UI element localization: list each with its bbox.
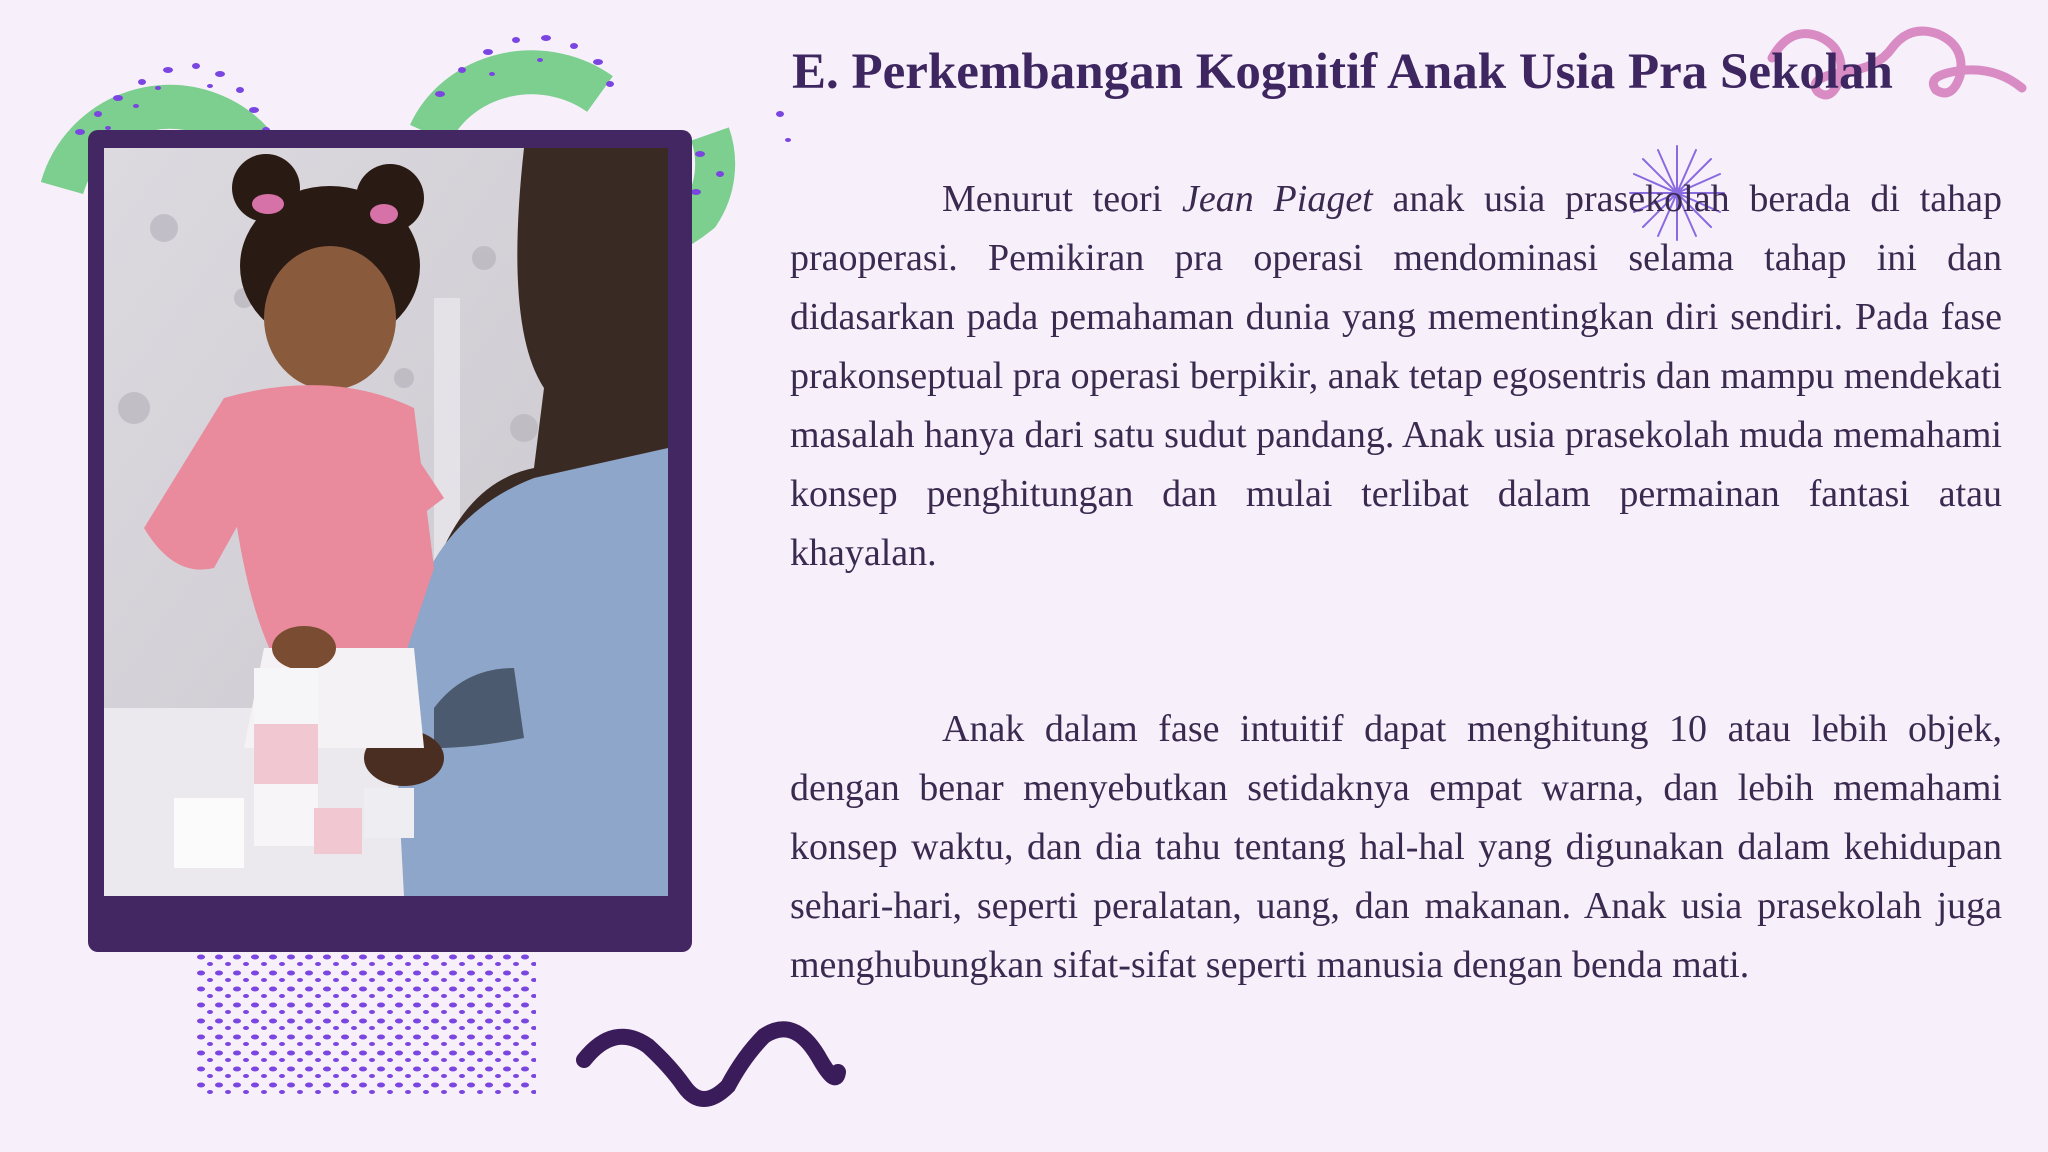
paragraph-1-start: Menurut teori <box>942 178 1183 220</box>
paragraph-1-italic-name: Jean Piaget <box>1182 178 1373 220</box>
slide-title: E. Perkembangan Kognitif Anak Usia Pra Sekolah <box>792 44 1893 100</box>
paragraph-1-rest: anak usia prasekolah berada di tahap praoperasi. Pemikiran pra operasi mendominasi selama tahap ini dan didasarkan pada pemahaman dunia yang mementingkan diri sendiri. Pada fase prakonseptual pra operasi berpikir, anak tetap egosentris dan mampu mendekati masalah hanya dari satu sudut pandang. Anak usia prasekolah muda memahami konsep penghitungan dan mulai terlibat dalam permainan fantasi atau khayalan. <box>790 178 2002 574</box>
purple-dots-decoration <box>196 952 536 1098</box>
paragraph-1 <box>790 170 2002 583</box>
paragraph-2: Anak dalam fase intuitif dapat menghitung 10 atau lebih objek, dengan benar menyebutkan setidaknya empat warna, dan lebih memahami konsep waktu, dan dia tahu tentang hal-hal yang digunakan dalam kehidupan sehari-hari, seperti peralatan, uang, dan makanan. Anak usia prasekolah juga menghubungkan sifat-sifat seperti manusia dengan benda mati. <box>790 708 2002 986</box>
wave-squiggle <box>574 1016 848 1116</box>
girl-stacking-blocks-photo <box>104 148 668 896</box>
photo-frame <box>88 130 692 952</box>
